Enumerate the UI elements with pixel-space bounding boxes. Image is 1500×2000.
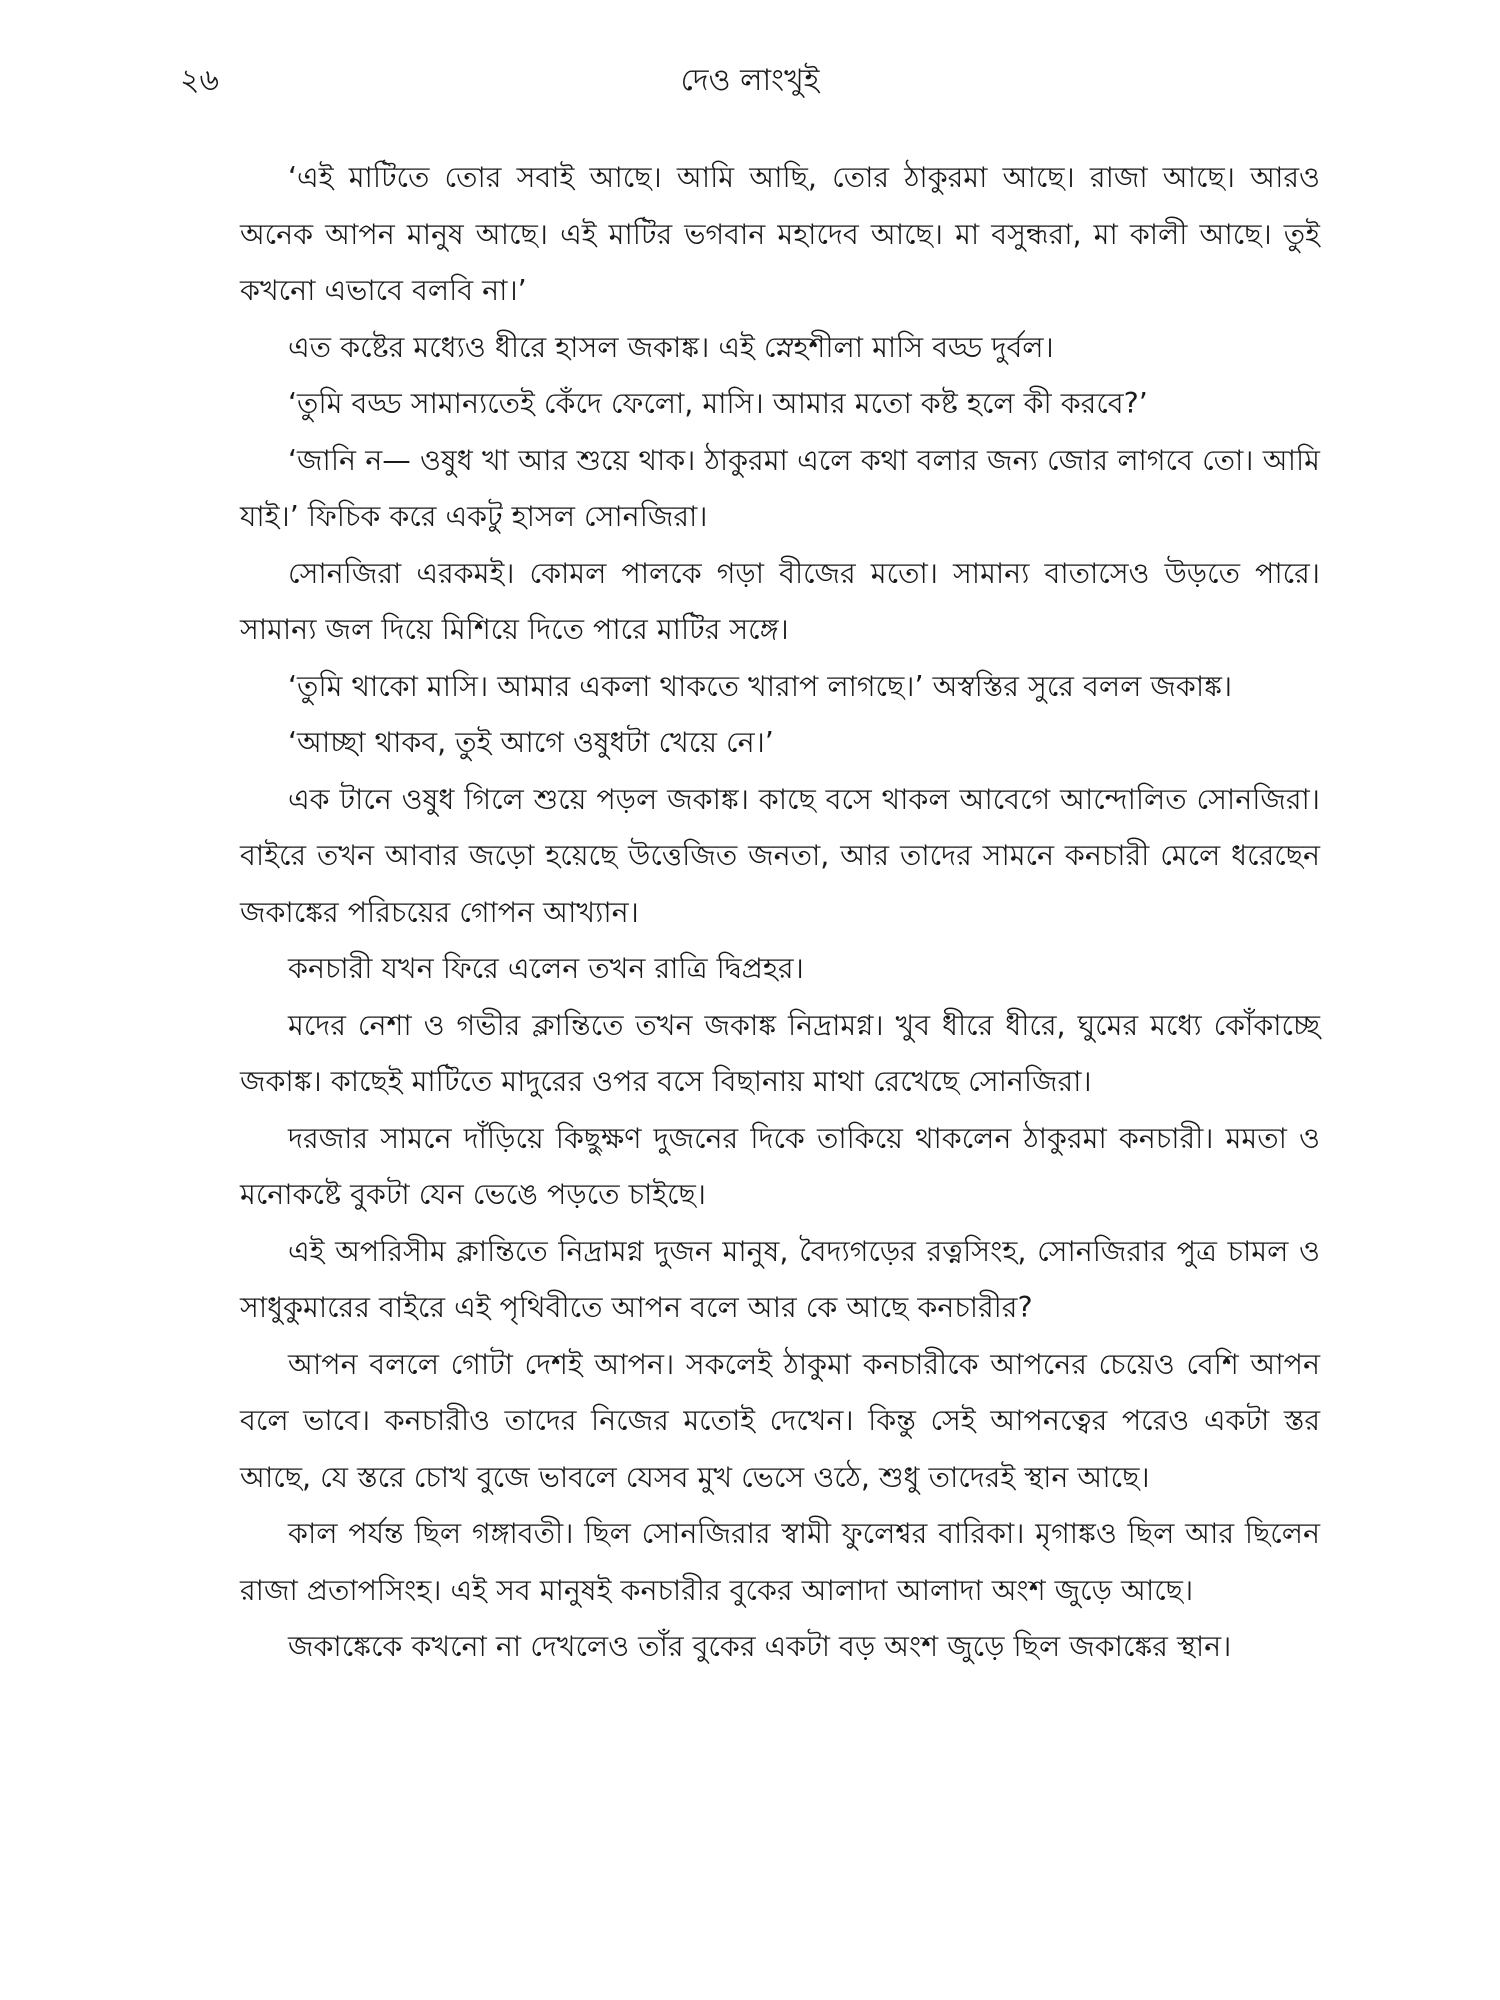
paragraph: কনচারী যখন ফিরে এলেন তখন রাত্রি দ্বিপ্রহর। xyxy=(288,952,804,985)
paragraph: মদের নেশা ও গভীর ক্লান্তিতে তখন জকাঙ্ক নিদ্রামগ্ন। খুব ধীরে ধীরে, ঘুমের মধ্যে কোঁকাচ্ছে জকাঙ্ক। কাছেই মাটিতে মাদুরের ওপর বসে বিছানায় মাথা রেখেছে সোনজিরা। xyxy=(240,1008,1320,1098)
paragraph: ‘আচ্ছা থাকব, তুই আগে ওষুধটা খেয়ে নে।’ xyxy=(288,726,774,759)
running-title: দেও লাংখুই xyxy=(680,63,820,98)
paragraph: জকাঙ্কেকে কখনো না দেখলেও তাঁর বুকের একটা বড় অংশ জুড়ে ছিল জকাঙ্কের স্থান। xyxy=(288,1630,1232,1663)
paragraph: সোনজিরা এরকমই। কোমল পালকে গড়া বীজের মতো। সামান্য বাতাসেও উড়তে পারে। সামান্য জল দিয়ে মিশিয়ে দিতে পারে মাটির সঙ্গে। xyxy=(240,556,1320,646)
paragraph: কাল পর্যন্ত ছিল গঙ্গাবতী। ছিল সোনজিরার স্বামী ফুলেশ্বর বারিকা। মৃগাঙ্কও ছিল আর ছিলেন রাজা প্রতাপসিংহ। এই সব মানুষই কনচারীর বুকের আলাদা আলাদা অংশ জুড়ে আছে। xyxy=(240,1517,1320,1607)
paragraph: এক টানে ওষুধ গিলে শুয়ে পড়ল জকাঙ্ক। কাছে বসে থাকল আবেগে আন্দোলিত সোনজিরা। বাইরে তখন আবার জড়ো হয়েছে উত্তেজিত জনতা, আর তাদের সামনে কনচারী মেলে ধরেছেন জকাঙ্কের পরিচয়ের গোপন আখ্যান। xyxy=(240,782,1320,929)
paragraph: আপন বললে গোটা দেশই আপন। সকলেই ঠাকুমা কনচারীকে আপনের চেয়েও বেশি আপন বলে ভাবে। কনচারীও তাদের নিজের মতোই দেখেন। কিন্তু সেই আপনত্বের পরেও একটা স্তর আছে, যে স্তরে চোখ বুজে ভাবলে যেসব মুখ ভেসে ওঠে, শুধু তাদেরই স্থান আছে। xyxy=(240,1347,1320,1494)
paragraph: এত কষ্টের মধ্যেও ধীরে হাসল জকাঙ্ক। এই স্নেহশীলা মাসি বড্ড দুর্বল। xyxy=(288,330,1054,364)
paragraph: এই অপরিসীম ক্লান্তিতে নিদ্রামগ্ন দুজন মানুষ, বৈদ্যগড়ের রত্নসিংহ, সোনজিরার পুত্র চামল ও সাধুকুমারের বাইরে এই পৃথিবীতে আপন বলে আর কে আছে কনচারীর? xyxy=(240,1234,1320,1324)
body-text xyxy=(240,150,1320,1676)
paragraph: ‘তুমি থাকো মাসি। আমার একলা থাকতে খারাপ লাগছে।’ অস্বস্তির সুরে বলল জকাঙ্ক। xyxy=(288,669,1233,703)
paragraph: ‘তুমি বড্ড সামান্যতেই কেঁদে ফেলো, মাসি। আমার মতো কষ্ট হলে কী করবে?’ xyxy=(288,387,1148,420)
page-number: ২৬ xyxy=(180,63,220,98)
page-header xyxy=(180,56,1320,106)
paragraph: ‘এই মাটিতে তোর সবাই আছে। আমি আছি, তোর ঠাকুরমা আছে। রাজা আছে। আরও অনেক আপন মানুষ আছে। এই মাটির ভগবান মহাদেব আছে। মা বসুন্ধরা, মা কালী আছে। তুই কখনো এভাবে বলবি না।’ xyxy=(240,161,1320,307)
paragraph: ‘জানি ন— ওষুধ খা আর শুয়ে থাক। ঠাকুরমা এলে কথা বলার জন্য জোর লাগবে তো। আমি যাই।’ ফিচিক করে একটু হাসল সোনজিরা। xyxy=(240,443,1320,533)
paragraph: দরজার সামনে দাঁড়িয়ে কিছুক্ষণ দুজনের দিকে তাকিয়ে থাকলেন ঠাকুরমা কনচারী। মমতা ও মনোকষ্টে বুকটা যেন ভেঙে পড়তে চাইছে। xyxy=(240,1121,1320,1211)
